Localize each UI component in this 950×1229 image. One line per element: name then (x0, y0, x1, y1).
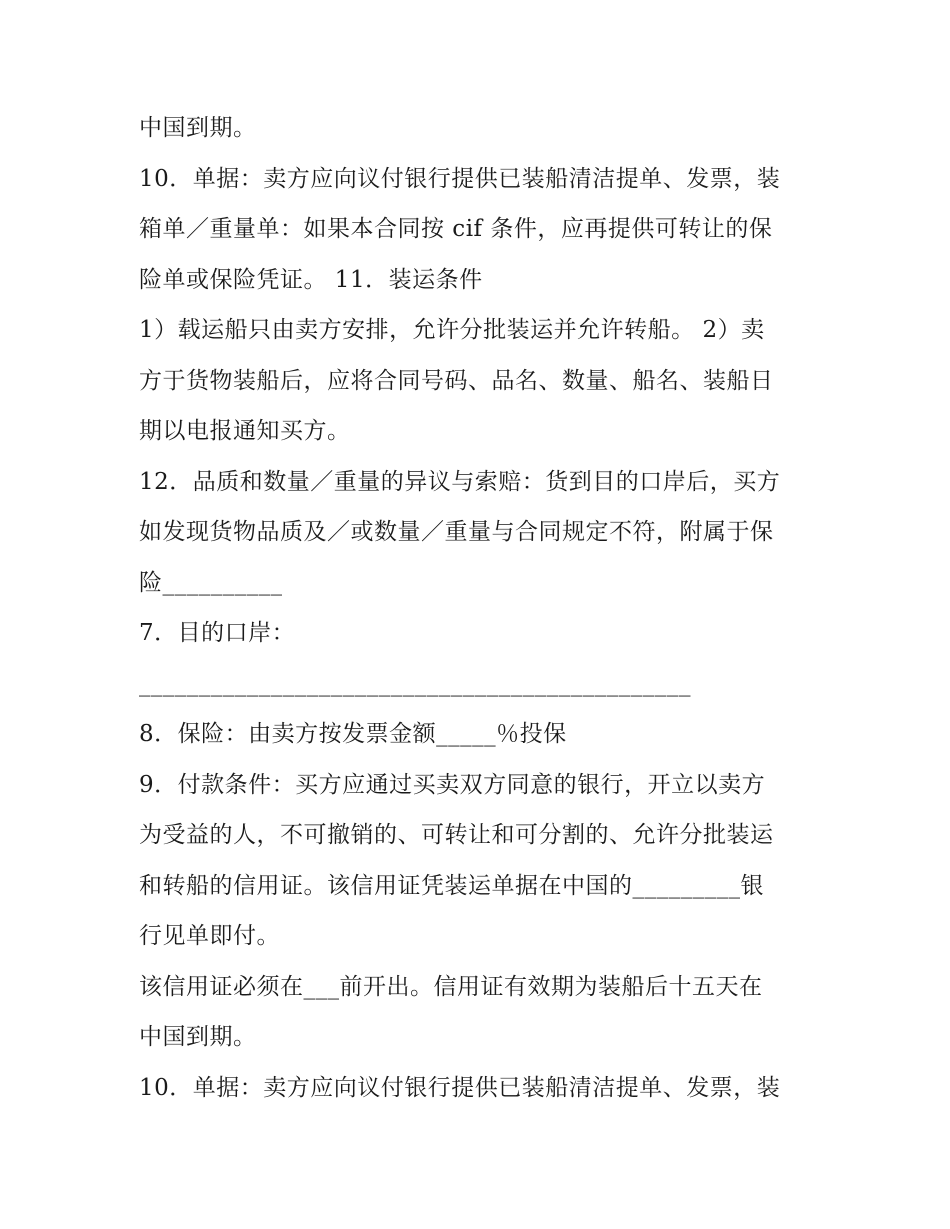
text-segment: 中国到期。 (139, 1024, 257, 1050)
text-line (139, 416, 351, 446)
text-line (139, 467, 780, 497)
text-segment: 10．单据：卖方应向议付银行提供已装船清洁提单、发票，装 (139, 165, 781, 192)
text-segment: ％投保 (496, 721, 567, 747)
text-line (139, 517, 774, 547)
fill-in-blank: _____ (436, 721, 497, 747)
text-segment: 箱单／重量单：如果本合同按 cif 条件，应再提供可转让的保 (139, 216, 773, 242)
text-segment: 1）载运船只由卖方安排，允许分批装运并允许转船。 2）卖 (139, 317, 765, 343)
text-line (139, 871, 764, 901)
text-segment: 行见单即付。 (139, 923, 280, 949)
text-segment: 方于货物装船后，应将合同号码、品名、数量、船名、装船日 (139, 367, 774, 394)
fill-in-blank: ______________________________________________ (139, 670, 691, 697)
text-segment: 该信用证必须在 (139, 973, 304, 1000)
text-line (139, 113, 257, 143)
text-line (139, 770, 765, 800)
text-segment: 7．目的口岸： (139, 620, 296, 646)
text-line (139, 618, 295, 648)
text-line (139, 568, 283, 598)
text-line (139, 164, 780, 194)
text-line (139, 315, 765, 345)
text-segment: 险单或保险凭证。 11．装运条件 (139, 266, 483, 293)
text-segment: 为受益的人，不可撤销的、可转让和可分割的、允许分批装运 (139, 822, 774, 848)
fill-in-blank: _________ (632, 872, 741, 899)
fill-in-blank: ___ (303, 973, 340, 1000)
text-line (139, 1073, 780, 1103)
text-segment: 期以电报通知买方。 (139, 418, 351, 444)
text-segment: 10．单据：卖方应向议付银行提供已装船清洁提单、发票，装 (139, 1074, 781, 1101)
text-segment: 前开出。信用证有效期为装船后十五天在 (339, 973, 763, 1000)
text-segment: 中国到期。 (139, 115, 257, 141)
text-segment: 12．品质和数量／重量的异议与索赔：货到目的口岸后，买方 (139, 468, 781, 495)
text-line (139, 669, 691, 699)
text-line (139, 820, 774, 850)
text-line (139, 719, 567, 749)
text-line (139, 1022, 257, 1052)
text-segment: 8．保险：由卖方按发票金额 (139, 721, 437, 747)
fill-in-blank: __________ (162, 569, 283, 596)
text-line (139, 972, 763, 1002)
text-segment: 险 (139, 569, 163, 596)
text-segment: 和转船的信用证。该信用证凭装运单据在中国的 (139, 872, 633, 899)
text-line (139, 366, 774, 396)
text-line (139, 214, 772, 244)
text-line (139, 921, 280, 951)
text-line (139, 265, 483, 295)
text-segment: 如发现货物品质及／或数量／重量与合同规定不符，附属于保 (139, 519, 774, 545)
text-segment: 9．付款条件：买方应通过买卖双方同意的银行，开立以卖方 (139, 771, 766, 798)
text-segment: 银 (740, 872, 764, 899)
